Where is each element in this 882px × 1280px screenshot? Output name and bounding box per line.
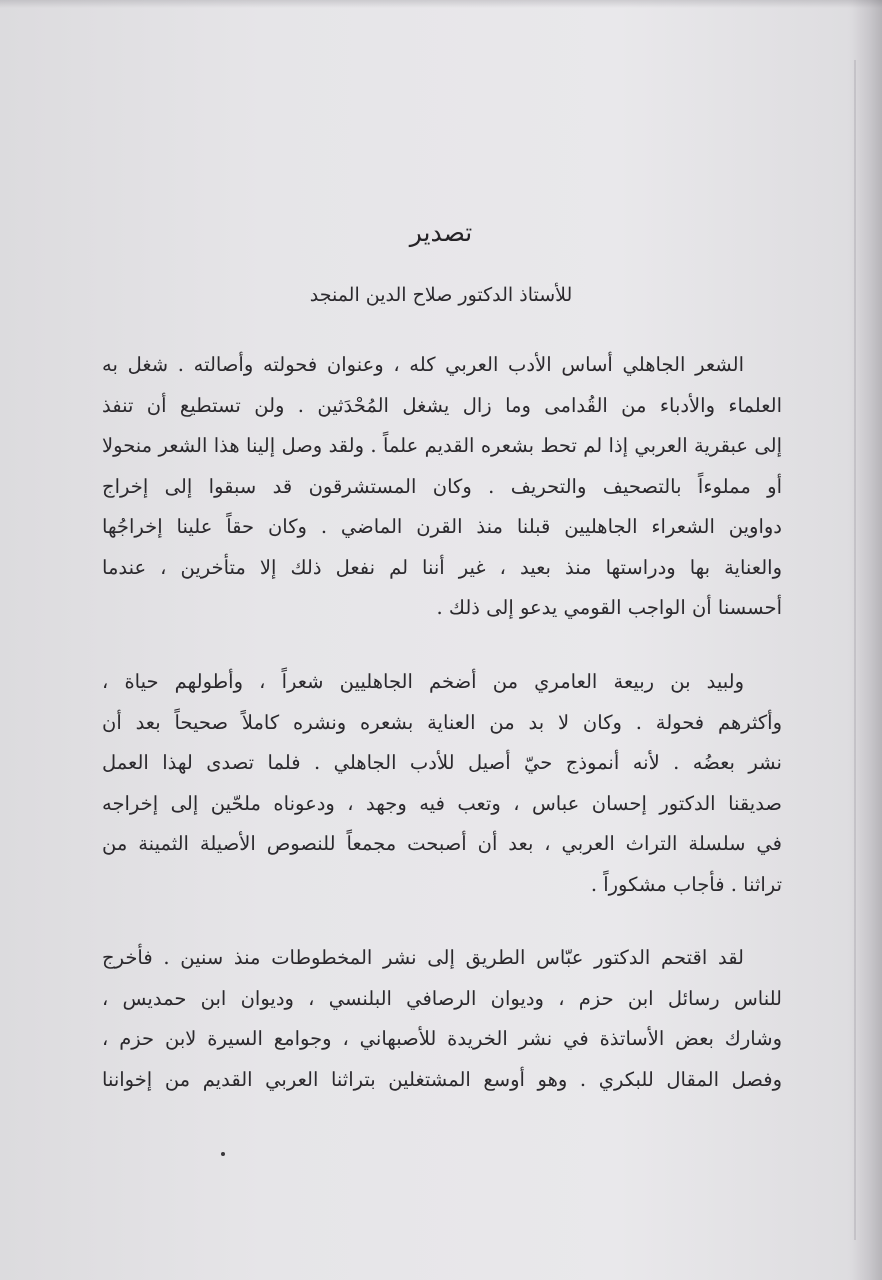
- text-line: الشعر الجاهلي أساس الأدب العربي كله ، وعنوان فحولته وأصالته . شغل به: [102, 353, 744, 376]
- text-line: دواوين الشعراء الجاهليين قبلنا منذ القرن الماضي . وكان حقاً علينا إخراجُها: [102, 515, 782, 538]
- text-line: أو مملوءاً بالتصحيف والتحريف . وكان المستشرقون قد سبقوا إلى إخراج: [102, 474, 782, 498]
- page-title: تصدير: [409, 218, 473, 247]
- text-line: صديقنا الدكتور إحسان عباس ، وتعب فيه وجهد ، ودعوناه ملحّين إلى إخراجه: [102, 791, 782, 815]
- paragraph-1: [102, 345, 782, 629]
- text-line: ولبيد بن ربيعة العامري من أضخم الجاهليين شعراً ، وأطولهم حياة ،: [102, 670, 745, 693]
- text-line: تراثنا . فأجاب مشكوراً .: [590, 872, 782, 896]
- text-line: نشر بعضُه . لأنه أنموذج حيّ أصيل للأدب الجاهلي . فلما تصدى لهذا العمل: [102, 751, 782, 774]
- top-edge-shadow: [0, 0, 882, 8]
- text-line: في سلسلة التراث العربي ، بعد أن أصبحت مجمعاً للنصوص الأصيلة الثمينة من: [102, 832, 782, 855]
- text-line: والعناية بها ودراستها منذ بعيد ، غير أننا لم نفعل ذلك إلا متأخرين ، عندما: [102, 555, 782, 579]
- text-line: العلماء والأدباء من القُدامى وما زال يشغل المُحْدَثين . ولن تستطيع أن تنفذ: [102, 393, 782, 417]
- ink-speck: [221, 1152, 225, 1156]
- text-line: وشارك بعض الأساتذة في نشر الخريدة للأصبهاني ، وجوامع السيرة لابن حزم ،: [102, 1027, 782, 1050]
- text-line: إلى عبقرية العربي إذا لم تحط بشعره القديم علماً . ولقد وصل إلينا هذا الشعر منحولا: [102, 434, 782, 457]
- text-line: للناس رسائل ابن حزم ، وديوان الرصافي البلنسي ، وديوان ابن حمديس ،: [102, 986, 782, 1010]
- author-line: للأستاذ الدكتور صلاح الدين المنجد: [309, 284, 573, 306]
- paragraph-3: [102, 938, 782, 1100]
- text-line: وفصل المقال للبكري . وهو أوسع المشتغلين بتراثنا العربي القديم من إخواننا: [102, 1067, 782, 1091]
- text-line: لقد اقتحم الدكتور عبّاس الطريق إلى نشر المخطوطات منذ سنين . فأخرج: [102, 946, 744, 969]
- text-line: وأكثرهم فحولة . وكان لا بد من العناية بشعره ونشره كاملاً صحيحاً بعد أن: [102, 710, 782, 734]
- spine-shadow: [852, 0, 882, 1280]
- paragraph-2: [102, 662, 782, 905]
- text-line: أحسسنا أن الواجب القومي يدعو إلى ذلك .: [436, 596, 782, 619]
